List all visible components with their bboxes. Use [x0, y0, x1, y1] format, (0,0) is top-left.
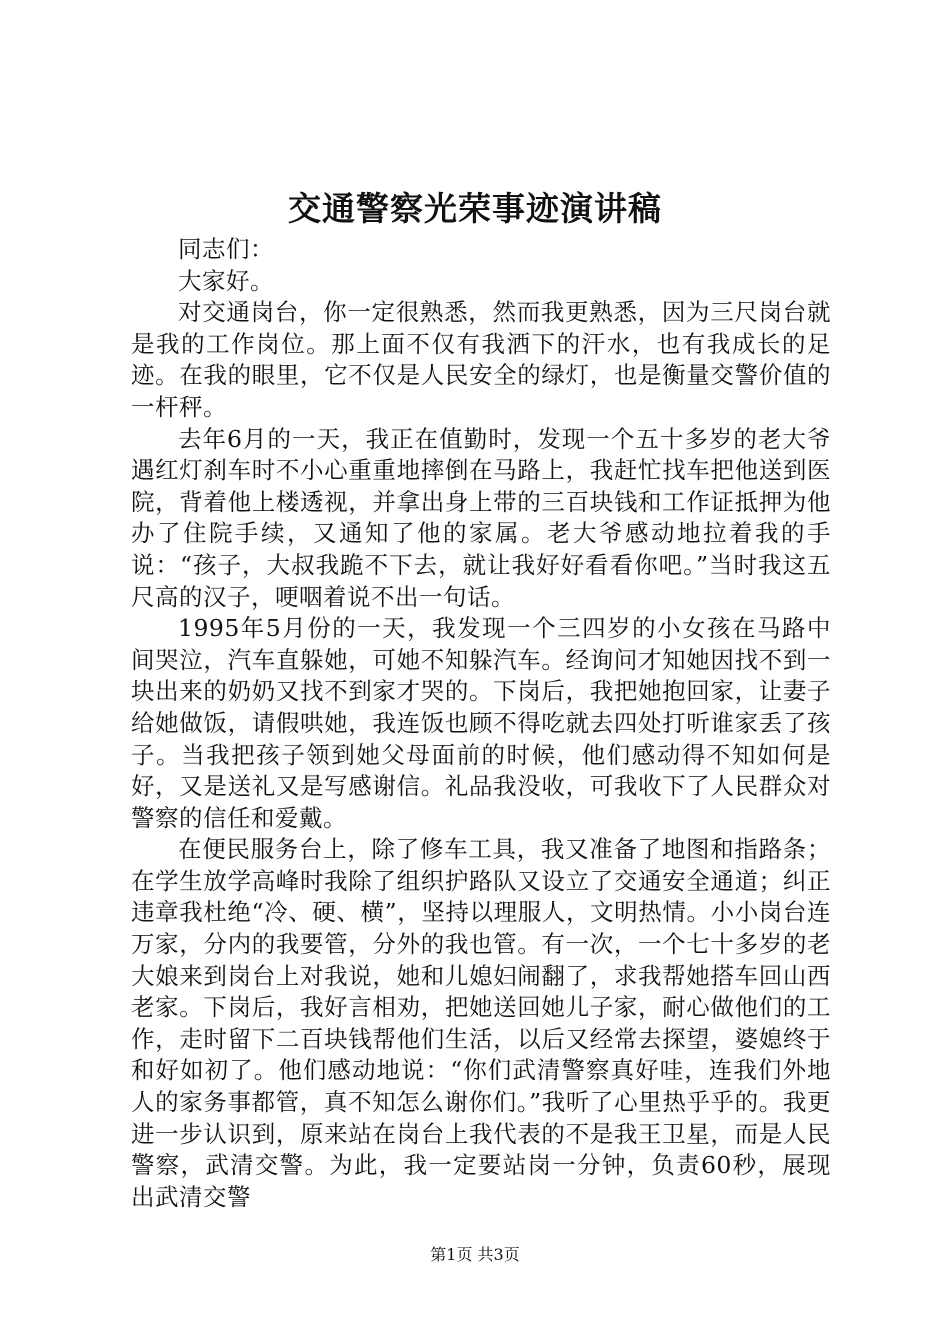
document-title: 交通警察光荣事迹演讲稿: [288, 189, 662, 228]
page-number-footer: 第1页 共3页: [430, 1245, 520, 1264]
paragraph-2: 去年6月的一天，我正在值勤时，发现一个五十多岁的老大爷遇红灯刹车时不小心重重地摔倒在马路上，我赶忙找车把他送到医院，背着他上楼透视，并拿出身上带的三百块钱和工作证抵押为他办了住院手续，又通知了他的家属。老大爷感动地拉着我的手说：“孩子，大叔我跪不下去，就让我好好看看你吧。”当时我这五尺高的汉子，哽咽着说不出一句话。: [131, 424, 831, 611]
paragraph-3: 1995年5月份的一天，我发现一个三四岁的小女孩在马路中间哭泣，汽车直躲她，可她不知躲汽车。经询问才知她因找不到一块出来的奶奶又找不到家才哭的。下岗后，我把她抱回家，让妻子给她做饭，请假哄她，我连饭也顾不得吃就去四处打听谁家丢了孩子。当我把孩子领到她父母面前的时候，他们感动得不知如何是好，又是送礼又是写感谢信。礼品我没收，可我收下了人民群众对警察的信任和爱戴。: [131, 614, 831, 832]
paragraph-1: 对交通岗台，你一定很熟悉，然而我更熟悉，因为三尺岗台就是我的工作岗位。那上面不仅有我洒下的汗水，也有我成长的足迹。在我的眼里，它不仅是人民安全的绿灯，也是衡量交警价值的一杆秤。: [131, 298, 831, 421]
paragraph-salutation: 同志们：: [178, 235, 274, 263]
document-body: [131, 234, 831, 1213]
paragraph-greeting: 大家好。: [178, 266, 274, 295]
paragraph-4: 在便民服务台上，除了修车工具，我又准备了地图和指路条；在学生放学高峰时我除了组织护路队又设立了交通安全通道；纠正违章我杜绝“冷、硬、横”，坚持以理服人，文明热情。小小岗台连万家，分内的我要管，分外的我也管。有一次，一个七十多岁的老大娘来到岗台上对我说，她和儿媳妇闹翻了，求我帮她搭车回山西老家。下岗后，我好言相劝，把她送回她儿子家，耐心做他们的工作，走时留下二百块钱帮他们生活，以后又经常去探望，婆媳终于和好如初了。他们感动地说：“你们武清警察真好哇，连我们外地人的家务事都管，真不知怎么谢你们。”我听了心里热乎乎的。我更进一步认识到，原来站在岗台上我代表的不是我王卫星，而是人民警察，武清交警。为此，我一定要站岗一分钟，负责60秒，展现出武清交警: [131, 835, 831, 1211]
